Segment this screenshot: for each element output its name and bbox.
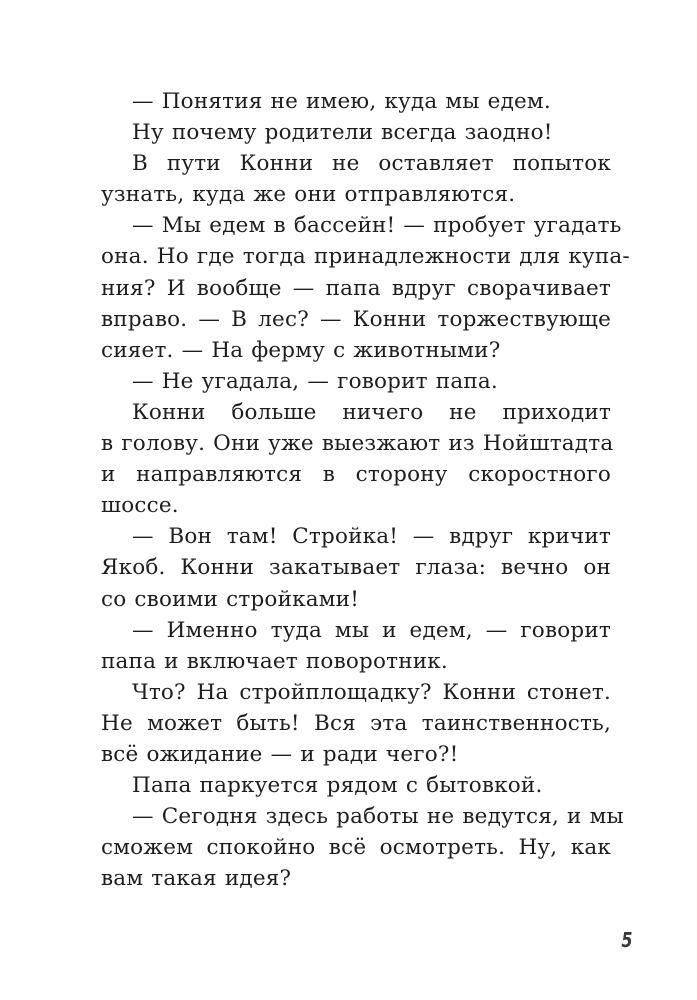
text-line: со своими стройками! (101, 586, 360, 612)
text-line: ния? И вообще — папа вдруг сворачивает (101, 275, 611, 301)
text-line: — Не угадала, — говорит папа. (132, 368, 498, 394)
text-line: сияет. — На ферму с животными? (101, 337, 501, 363)
text-line: Что? На стройплощадку? Конни стонет. (132, 679, 611, 705)
text-line: — Понятия не имею, куда мы едем. (132, 89, 551, 114)
text-line: шоссе. (101, 493, 179, 519)
text-line: Не может быть! Вся эта таинственность, (101, 710, 611, 736)
text-line: — Именно туда мы и едем, — говорит (132, 617, 611, 643)
text-line: Якоб. Конни закатывает глаза: вечно он (101, 555, 611, 581)
text-line: Ну почему родители всегда заодно! (132, 120, 553, 146)
text-line: всё ожидание — и ради чего?! (101, 741, 459, 767)
text-line: вам такая идея? (101, 866, 292, 892)
text-line: она. Но где тогда принадлежности для купа- (101, 244, 630, 270)
text-line: Конни больше ничего не приходит (132, 399, 611, 425)
text-line: в голову. Они уже выезжают из Нойштадта (101, 431, 614, 457)
text-line: и направляются в сторону скоростного (101, 462, 611, 488)
text-line: папа и включает поворотник. (101, 648, 448, 674)
text-line: — Вон там! Стройка! — вдруг кричит (132, 524, 611, 550)
text-line: узнать, куда же они отправляются. (101, 182, 516, 208)
text-line: — Сегодня здесь работы не ведутся, и мы (132, 804, 624, 830)
text-line: сможем спокойно всё осмотреть. Ну, как (101, 835, 611, 861)
text-line: В пути Конни не оставляет попыток (132, 151, 611, 177)
text-line: — Мы едем в бассейн! — пробует угадать (132, 213, 622, 239)
body-text (101, 86, 630, 894)
text-line: вправо. — В лес? — Конни торжествующе (101, 306, 611, 332)
page-number: 5 (621, 928, 633, 952)
text-line: Папа паркуется рядом с бытовкой. (132, 773, 543, 799)
